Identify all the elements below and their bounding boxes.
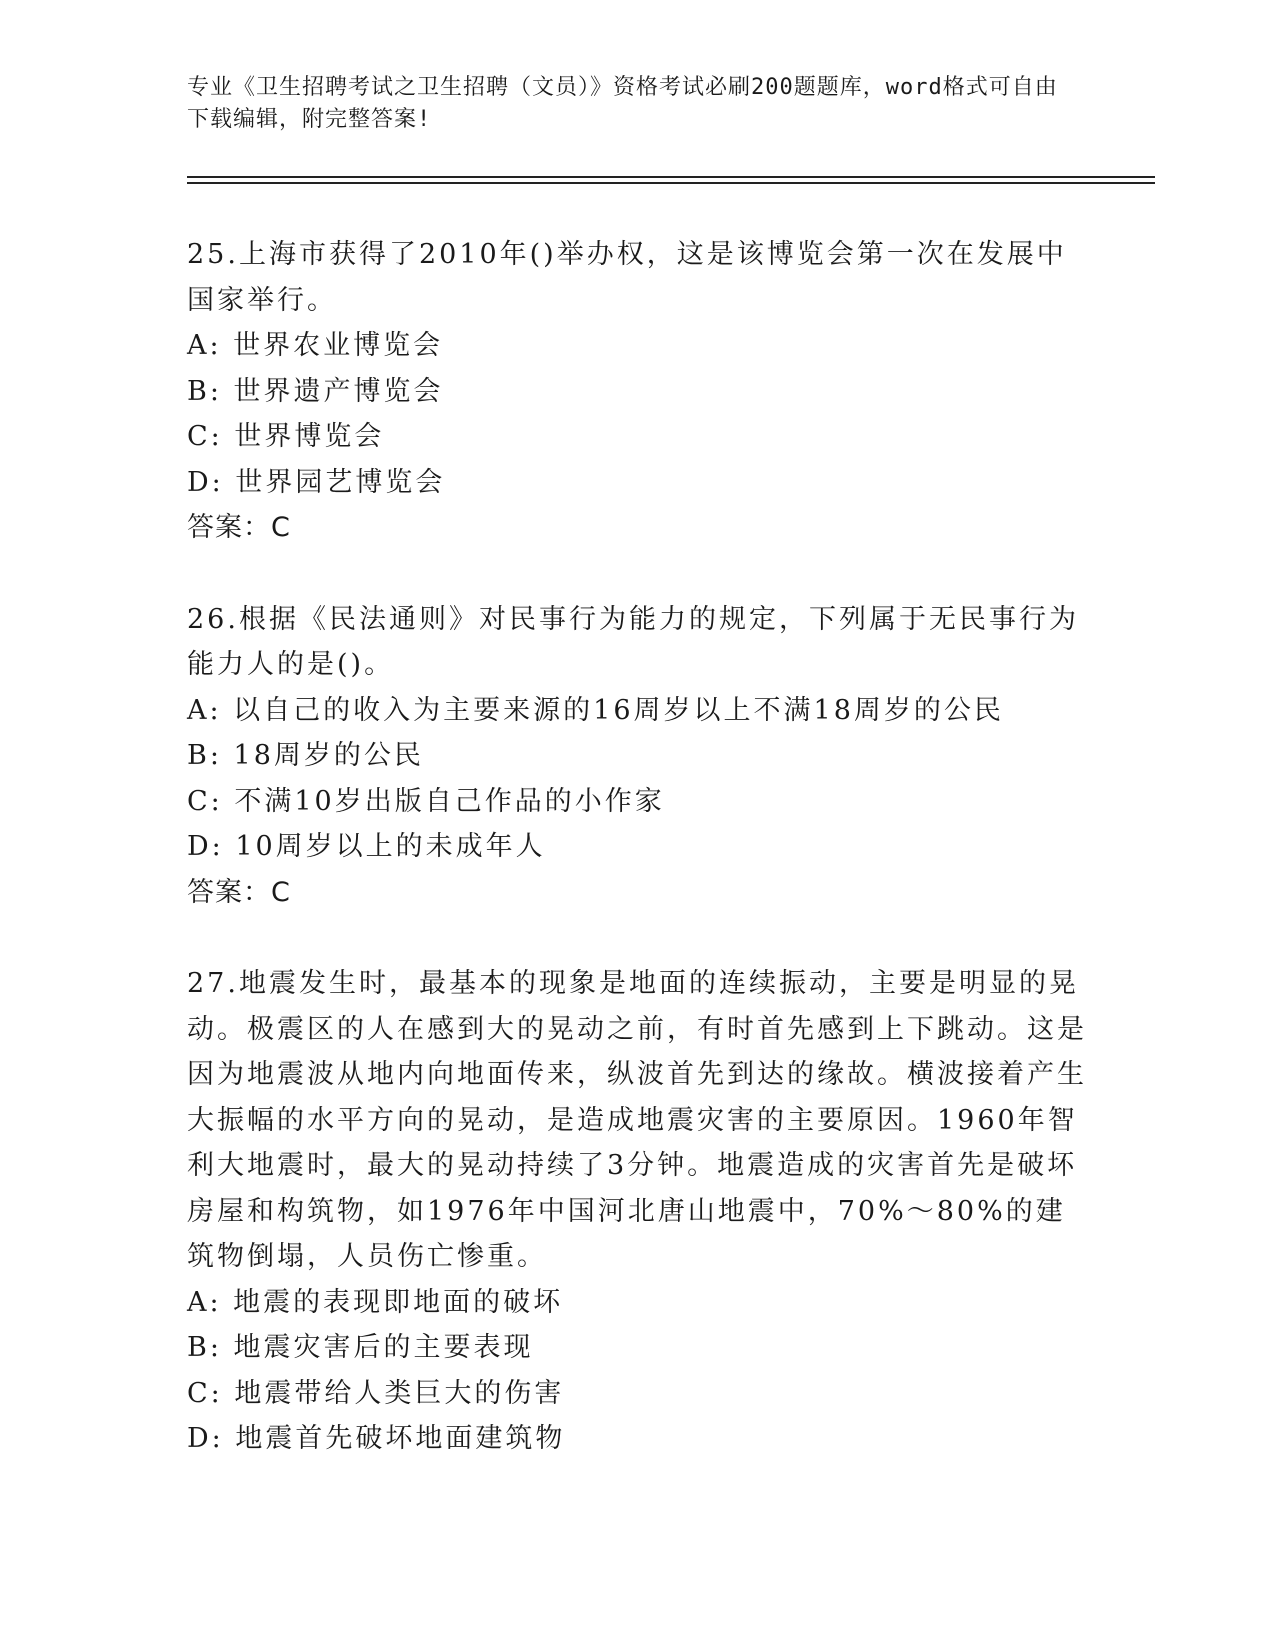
option-a: A: 世界农业博览会 — [187, 330, 444, 361]
question-27 — [187, 961, 1087, 1462]
option-d: D: 世界园艺博览会 — [187, 466, 446, 498]
option-c: C: 地震带给人类巨大的伤害 — [187, 1377, 565, 1409]
option-a: A: 以自己的收入为主要来源的16周岁以上不满18周岁的公民 — [187, 694, 1004, 726]
header-divider-bottom — [187, 182, 1155, 184]
option-b: B: 世界遗产博览会 — [187, 375, 444, 407]
option-a: A: 地震的表现即地面的破坏 — [187, 1286, 564, 1318]
question-text: 26.根据《民法通则》对民事行为能力的规定，下列属于无民事行为能力人的是()。 — [187, 603, 1079, 680]
answer-label: 答案：C — [187, 876, 291, 908]
header-divider-top — [187, 176, 1155, 178]
option-b: B: 地震灾害后的主要表现 — [187, 1332, 534, 1363]
option-d: D: 10周岁以上的未成年人 — [187, 831, 546, 862]
question-26 — [187, 597, 1087, 916]
option-b: B: 18周岁的公民 — [187, 740, 424, 771]
question-list — [187, 232, 1087, 1508]
question-text: 27.地震发生时，最基本的现象是地面的连续振动，主要是明显的晃动。极震区的人在感到大的晃动之前，有时首先感到上下跳动。这是因为地震波从地内向地面传来，纵波首先到达的缘故。横波接着产生大振幅的水平方向的晃动，是造成地震灾害的主要原因。1960年智利大地震时，最大的晃动持续了3分钟。地震造成的灾害首先是破坏房屋和构筑物，如1976年中国河北唐山地震中，70%～80%的建筑物倒塌，人员伤亡惨重。 — [187, 968, 1087, 1272]
question-25 — [187, 232, 1087, 551]
option-c: C: 不满10岁出版自己作品的小作家 — [187, 785, 665, 817]
document-header — [187, 72, 1067, 136]
option-d: D: 地震首先破坏地面建筑物 — [187, 1423, 566, 1454]
header-intro-text: 专业《卫生招聘考试之卫生招聘（文员）》资格考试必刷200题题库，word格式可自由下载编辑，附完整答案! — [187, 75, 1058, 132]
answer-label: 答案：C — [187, 512, 291, 543]
option-c: C: 世界博览会 — [187, 421, 385, 452]
question-text: 25.上海市获得了2010年()举办权，这是该博览会第一次在发展中国家举行。 — [187, 239, 1067, 316]
